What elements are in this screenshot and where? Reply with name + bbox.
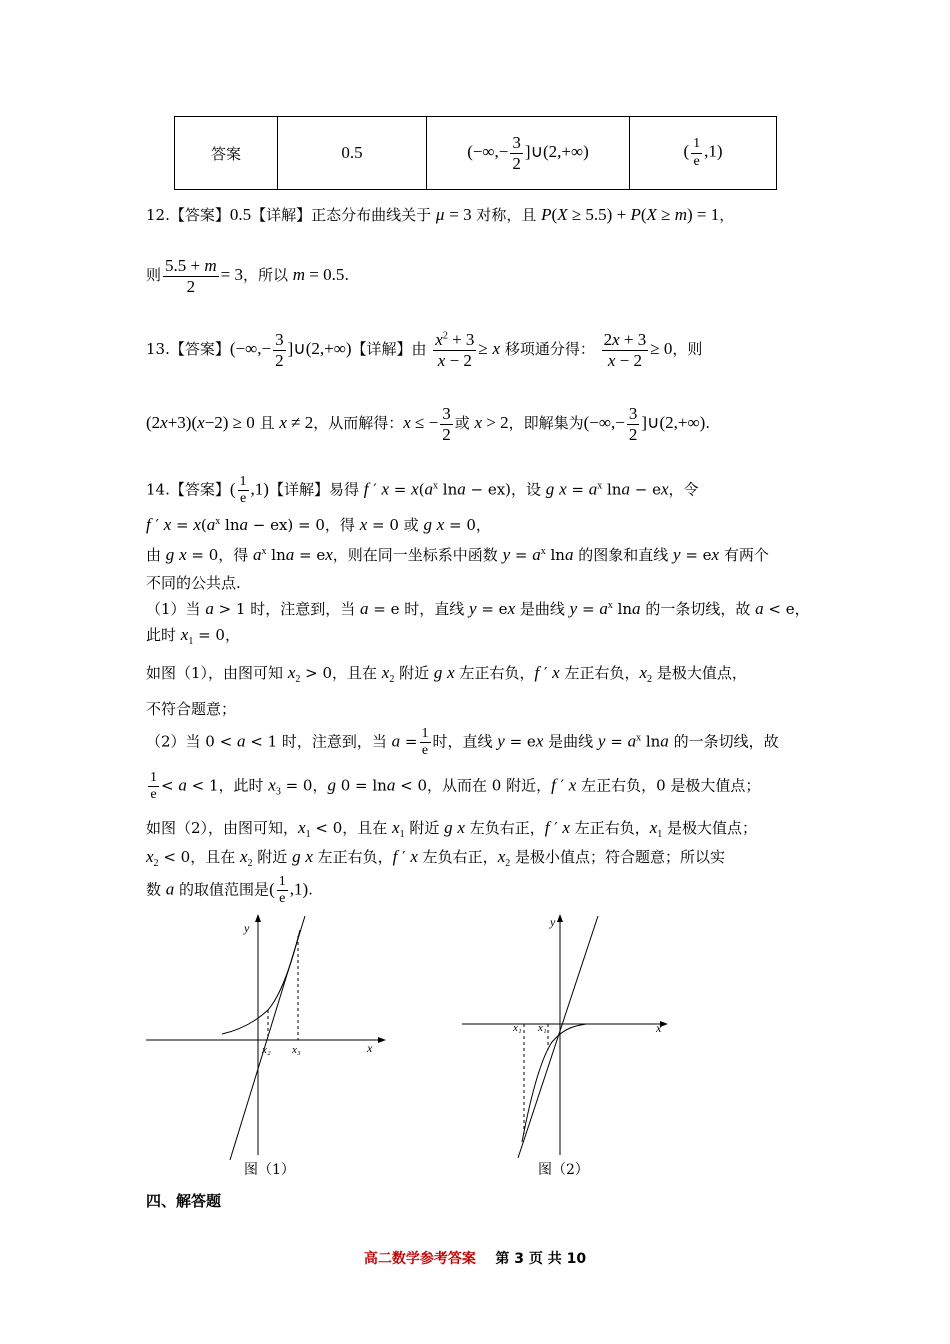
q14-line8: 不符合题意； (146, 700, 237, 718)
q14-line3: 由 g x = 0，得 $a^x$ lna = ex，则在同一坐标系中函数 $y = a^x$ lna 的图象和直线 y = ex 有两个 (146, 545, 769, 564)
answer-table (174, 116, 777, 190)
fig2-caption: 图（2） (538, 1162, 589, 1178)
answer-14-cell: ( $\frac{1}{e}$ ,1) (630, 117, 777, 190)
fig1-x3-label: x₃ (292, 1044, 301, 1056)
fig2-y-label: y (550, 915, 556, 929)
q14-line9: （2）当 0 < a < 1 时，注意到，当 a = $\frac{1}{e}$ 时，直线 y = ex 是曲线 $y = a^x$ lna 的一条切线，故 (146, 726, 779, 759)
fig1-x2-label: x₂ (262, 1044, 271, 1056)
q13-line1: 13.【答案】(−∞,− $\frac{3}{2}$ ]∪(2,+∞)【详解】由 $\frac{x^2 + 3}{x - 2}$ ≥ x 移项通分得： $\frac{2x + 3}{x - 2}$ ≥ 0，则 (146, 330, 703, 370)
q13-line2: (2x+3)(x−2) ≥ 0 且 x ≠ 2，从而解得：x ≤ − $\frac{3}{2}$ 或 x > 2，即解集为(−∞,− $\frac{3}{2}$ ]∪(2,+∞). (146, 404, 711, 444)
q14-line11: 如图（2），由图可知，$x_1 < 0$，且在 $x_1$ 附近 g x 左负右正，f ′ x 左正右负，$x_1$ 是极大值点； (146, 818, 758, 840)
q14-line4: 不同的公共点. (146, 574, 241, 592)
fig2-x-label: x (656, 1021, 662, 1035)
fig2-x1b-label: x₁ (538, 1022, 547, 1034)
figure-2 (456, 910, 686, 1190)
fig2-line (518, 916, 598, 1158)
q12-line2: 则 $\frac{5.5 + m}{2}$ = 3，所以 m = 0.5. (146, 256, 350, 296)
q14-line7: 如图（1），由图可知 $x_2 > 0$，且在 $x_2$ 附近 g x 左正右负，f ′ x 左正右负，$x_2$ 是极大值点， (146, 663, 747, 685)
answer-13-cell: (−∞,− $\frac{3}{2}$ ]∪(2,+∞) (427, 117, 630, 190)
q14-line10: $\frac{1}{e}$ < a < 1，此时 $x_3 = 0$，g 0 = lna < 0，从而在 0 附近，f ′ x 左正右负，0 是极大值点； (150, 770, 761, 803)
fig2-x1-label: x₁ (513, 1022, 522, 1034)
q14-line2: f ′ $x = x(a^x$ lna − ex) = 0，得 x = 0 或 g x = 0， (146, 515, 491, 534)
q14-line1: 14.【答案】( $\frac{1}{e}$ ,1)【详解】易得 f ′ $x = x(a^x$ lna − ex)，设 g $x = a^x$ lna − ex，令 (146, 474, 699, 507)
q14-line13: 数 a 的取值范围是( $\frac{1}{e}$ ,1). (146, 874, 313, 907)
answer-label-cell: 答案 (175, 117, 278, 190)
footer-page: 第 3 页 共 10 (495, 1251, 587, 1267)
q12-line1: 12.【答案】0.5【详解】正态分布曲线关于 μ = 3 对称，且 P(X ≥ 5.5) + P(X ≥ m) = 1， (146, 205, 735, 224)
fig1-caption: 图（1） (244, 1162, 295, 1178)
section-heading: 四、解答题 (146, 1192, 222, 1210)
q14-line5: （1）当 a > 1 时，注意到，当 a = e 时，直线 y = ex 是曲线 $y = a^x$ lna 的一条切线，故 a < e， (146, 599, 810, 618)
q14-line12: $x_2 < 0$，且在 $x_2$ 附近 g x 左正右负，f ′ x 左负右正，$x_2$ 是极小值点；符合题意；所以实 (146, 847, 726, 869)
fig1-x-label: x (367, 1041, 373, 1055)
page-footer (0, 1248, 950, 1268)
answer-12-cell: 0.5 (278, 117, 427, 190)
fig2-curve (522, 1024, 586, 1142)
figure-1 (140, 910, 400, 1190)
footer-title: 高二数学参考答案 (363, 1251, 476, 1267)
fig1-curve (222, 930, 300, 1034)
q14-line6: 此时 $x_1 = 0$， (146, 625, 240, 647)
fig1-y-label: y (244, 921, 250, 935)
